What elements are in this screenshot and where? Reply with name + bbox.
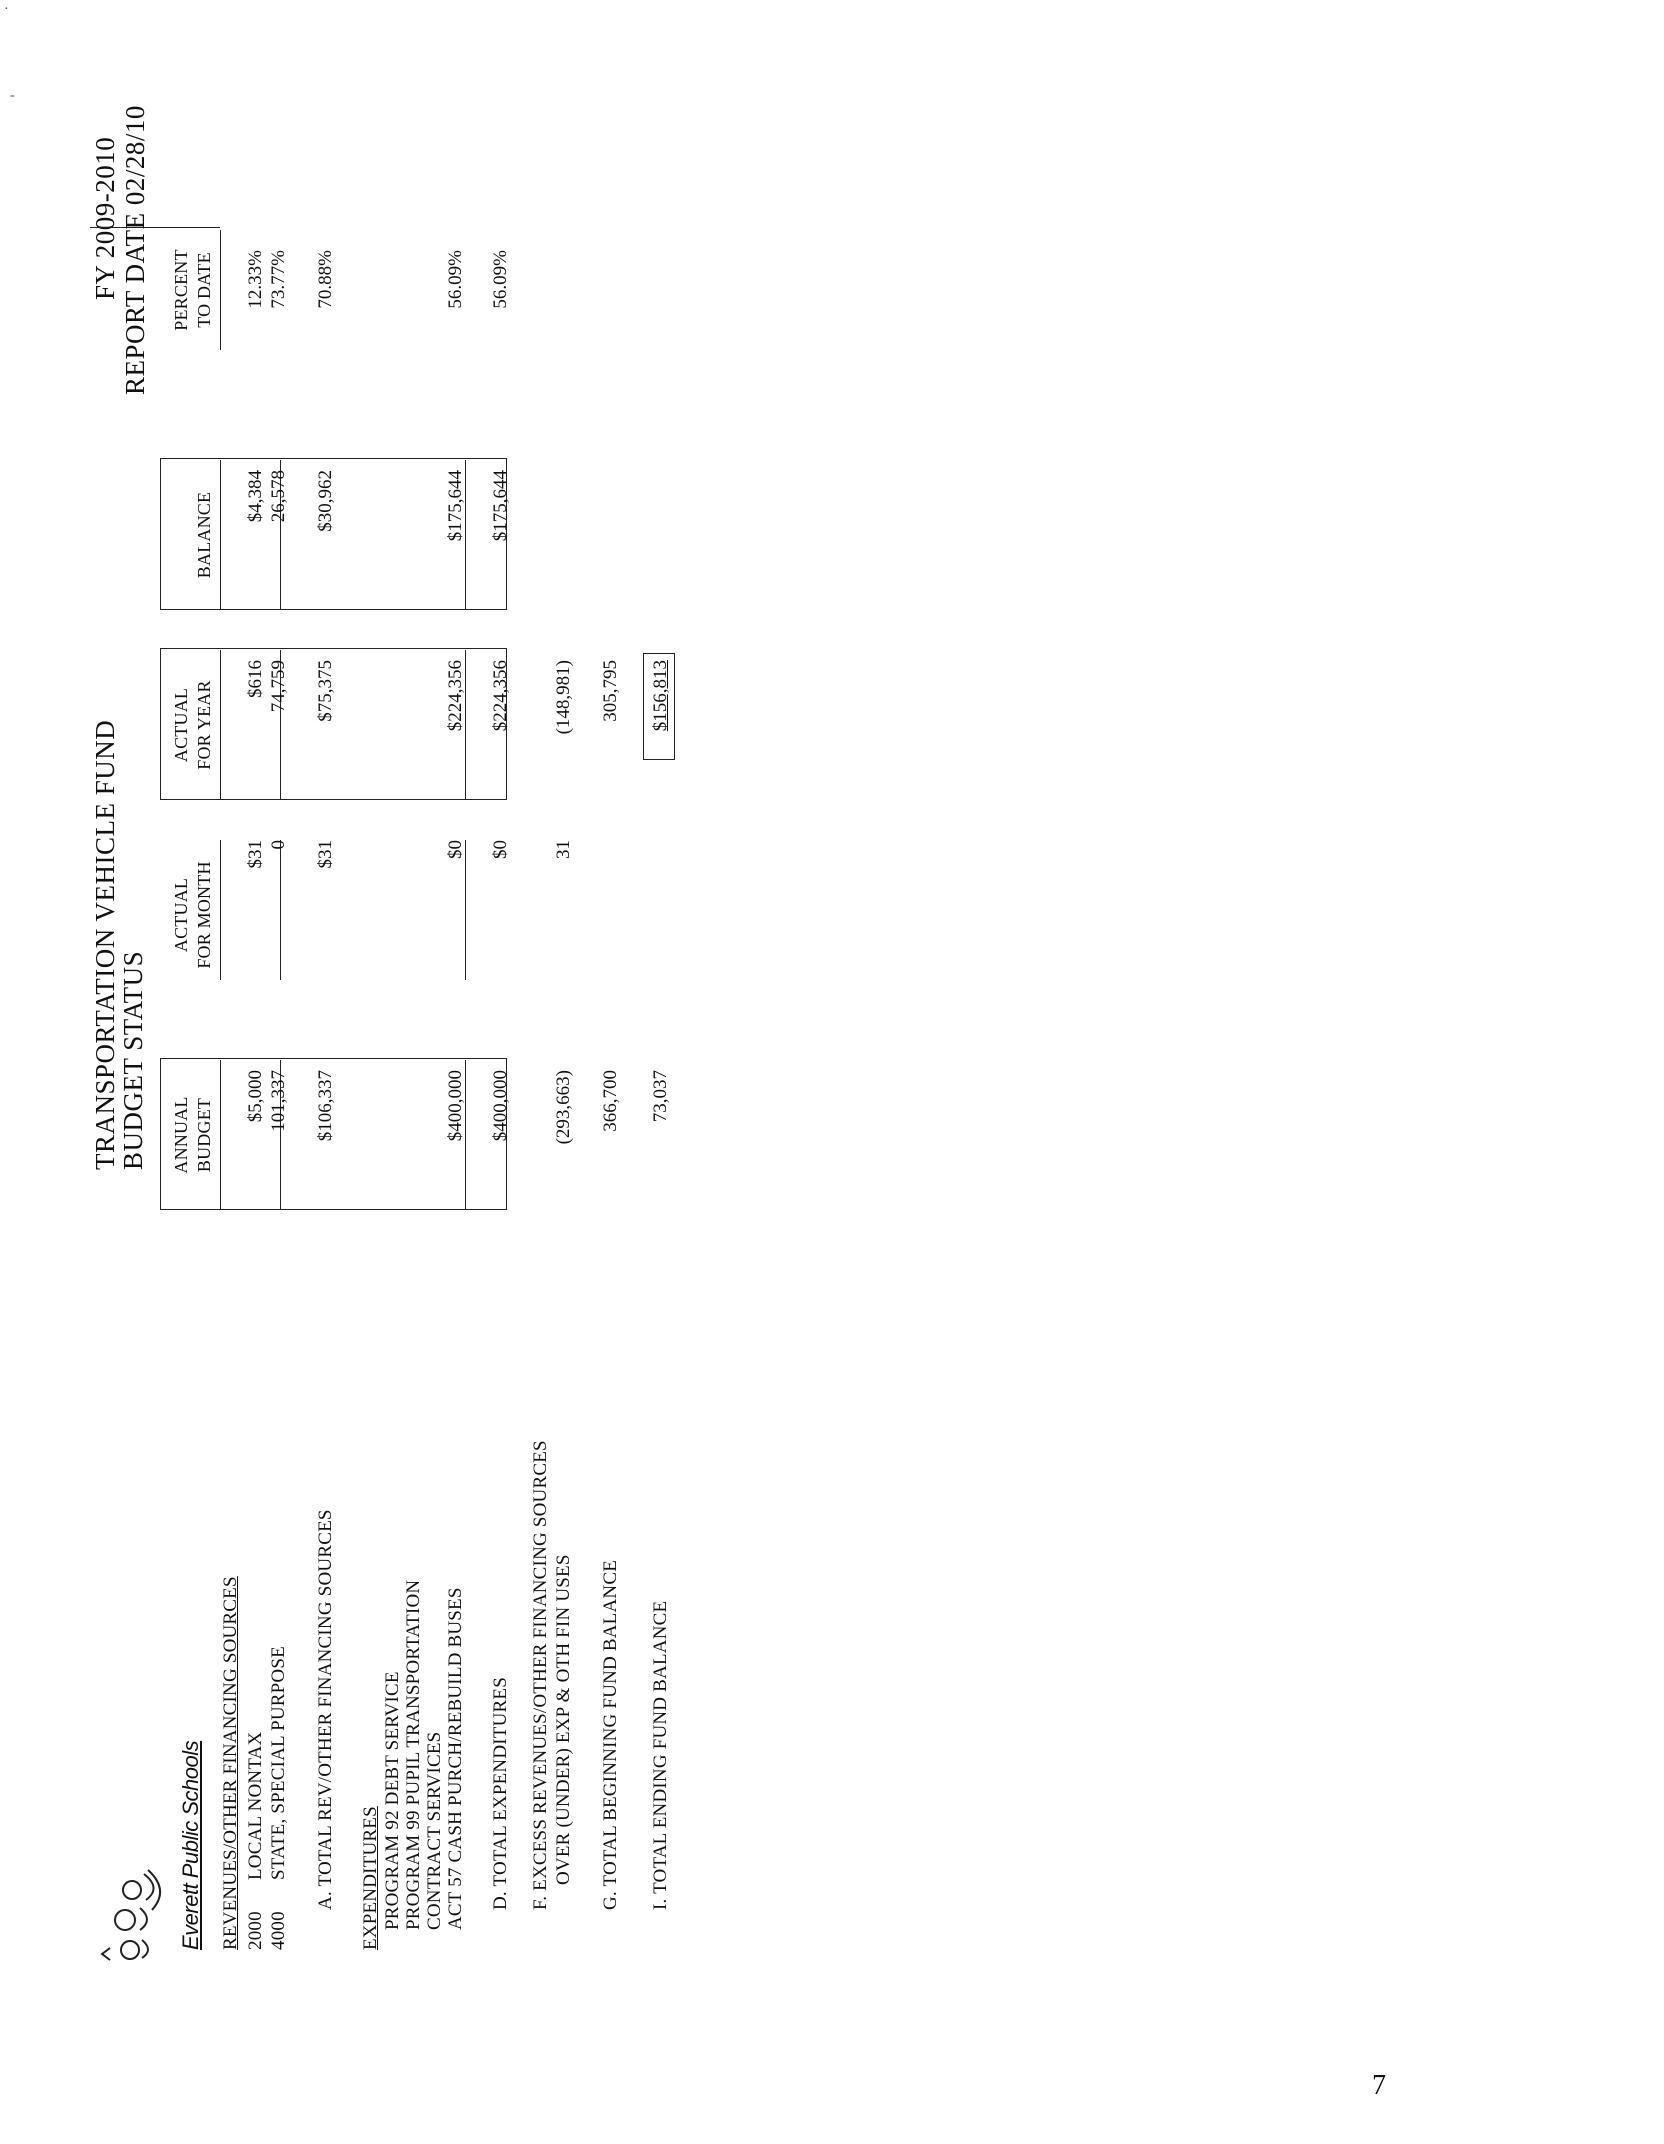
col-header-line: FOR YEAR [194, 680, 214, 770]
revenue-percent: 12.33% [245, 250, 266, 309]
revenue-code: 2000 [245, 1911, 266, 1950]
expenditure-actual-year: $224,356 [445, 660, 466, 732]
rule [220, 230, 221, 350]
budget-status-report [90, 10, 910, 1990]
col-header-line: FOR MONTH [194, 861, 214, 969]
report-title: TRANSPORTATION VEHICLE FUND [90, 719, 120, 1170]
scan-mark: - [10, 88, 15, 103]
beginning-balance-label: G. TOTAL BEGINNING FUND BALANCE [600, 1559, 621, 1910]
revenue-code: 4000 [268, 1911, 289, 1950]
total-revenues-label: A. TOTAL REV/OTHER FINANCING SOURCES [315, 1509, 336, 1910]
col-header-line: TO DATE [194, 252, 214, 328]
expenditure-annual-budget: $400,000 [445, 1070, 466, 1142]
col-header-actual-month [170, 840, 216, 990]
excess-actual-month: 31 [553, 840, 574, 859]
beginning-actual-year: 305,795 [600, 660, 621, 722]
total-expenditures-actual-month: $0 [490, 840, 511, 859]
total-revenues-annual-budget: $106,337 [315, 1070, 336, 1142]
rule [220, 840, 221, 980]
col-header-line: ANNUAL [171, 1096, 191, 1174]
total-expenditures-balance: $175,644 [490, 470, 511, 542]
revenue-actual-month: 0 [268, 840, 289, 850]
beginning-annual-budget: 366,700 [600, 1070, 621, 1132]
revenue-percent: 73.77% [268, 250, 289, 309]
revenue-annual-budget: $5,000 [245, 1070, 266, 1123]
fiscal-year: FY 2009-2010 [90, 136, 120, 300]
ending-annual-budget: 73,037 [650, 1070, 671, 1123]
expenditure-label: ACT 57 CASH PURCH/REBUILD BUSES [445, 1587, 466, 1930]
total-expenditures-label: D. TOTAL EXPENDITURES [490, 1677, 511, 1910]
revenue-balance: $4,384 [245, 470, 266, 523]
expenditures-heading: EXPENDITURES [360, 1806, 381, 1950]
expenditure-balance: $175,644 [445, 470, 466, 542]
col-header-line: PERCENT [171, 249, 191, 331]
col-header-line: BALANCE [194, 491, 214, 579]
expenditure-line: PROGRAM 92 DEBT SERVICE [382, 1671, 403, 1930]
rule [220, 650, 221, 800]
report-subtitle: BUDGET STATUS [118, 950, 148, 1170]
org-name: Everett Public Schools [178, 1740, 203, 1950]
expenditure-actual-month: $0 [445, 840, 466, 859]
revenues-heading: REVENUES/OTHER FINANCING SOURCES [220, 1576, 241, 1950]
excess-label-line2: OVER (UNDER) EXP & OTH FIN USES [553, 1554, 574, 1885]
expenditure-line: CONTRACT SERVICES [424, 1731, 445, 1930]
revenue-annual-budget: 101,337 [268, 1070, 289, 1132]
page-number: 7 [1372, 2070, 1386, 2101]
col-header-percent [170, 230, 216, 350]
rule [90, 227, 220, 228]
expenditure-line: PROGRAM 99 PUPIL TRANSPORTATION [403, 1579, 424, 1930]
ending-actual-year: $156,813 [650, 660, 671, 732]
col-header-line: BUDGET [194, 1097, 214, 1173]
excess-actual-year: (148,981) [553, 660, 574, 735]
excess-annual-budget: (293,663) [553, 1070, 574, 1145]
rule [220, 460, 221, 610]
revenue-label: LOCAL NONTAX [245, 1731, 266, 1880]
total-expenditures-percent: 56.09% [490, 250, 511, 309]
revenue-balance: 26,578 [268, 470, 289, 523]
col-header-line: ACTUAL [171, 687, 191, 763]
rule [220, 1060, 221, 1210]
expenditure-percent: 56.09% [445, 250, 466, 309]
total-revenues-actual-year: $75,375 [315, 660, 336, 722]
children-logo-icon [90, 1860, 180, 1970]
total-revenues-percent: 70.88% [315, 250, 336, 309]
total-expenditures-actual-year: $224,356 [490, 660, 511, 732]
revenue-actual-year: 74,759 [268, 660, 289, 713]
excess-label-line1: F. EXCESS REVENUES/OTHER FINANCING SOURCES [530, 1440, 551, 1910]
revenue-actual-month: $31 [245, 840, 266, 869]
total-revenues-actual-month: $31 [315, 840, 336, 869]
ending-balance-label: I. TOTAL ENDING FUND BALANCE [650, 1600, 671, 1910]
col-header-line: ACTUAL [171, 877, 191, 953]
revenue-actual-year: $616 [245, 660, 266, 698]
report-date: REPORT DATE 02/28/10 [120, 105, 150, 395]
revenue-label: STATE, SPECIAL PURPOSE [268, 1646, 289, 1880]
school-logo [90, 1860, 180, 1970]
total-expenditures-annual-budget: $400,000 [490, 1070, 511, 1142]
scan-mark: · [4, 2, 9, 17]
total-revenues-balance: $30,962 [315, 470, 336, 532]
